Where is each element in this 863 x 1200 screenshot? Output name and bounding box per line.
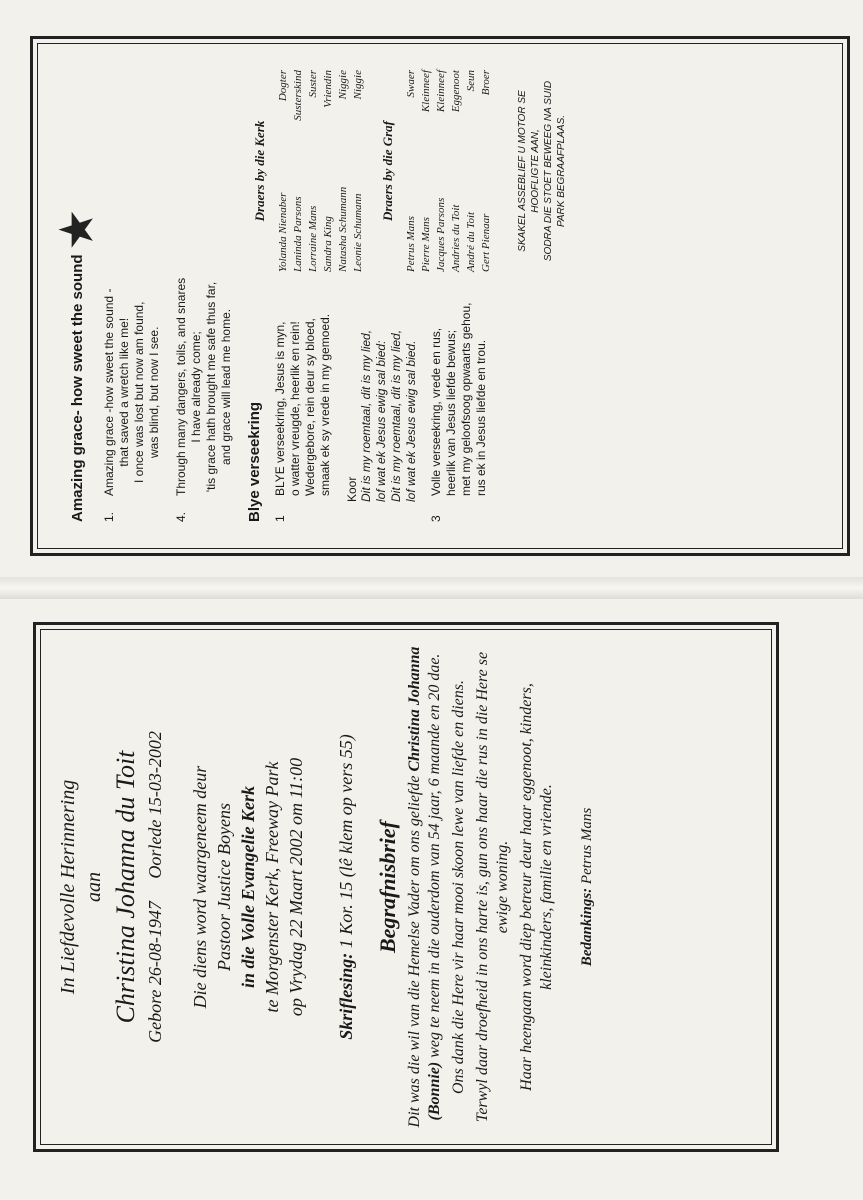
bearer-relation: Suster [307,70,319,98]
hymn1-stanza-1 [102,70,162,522]
chorus [359,292,419,502]
bearer-relation: Dogter [277,70,289,102]
bearer-name: Sandra King [322,216,334,272]
thanks-label: Bedankings: [579,887,595,967]
star-icon: ★ [53,210,100,249]
bearer-name: Laninda Parsons [292,196,304,272]
stanza-number: 3 [429,515,443,522]
bearer-row [404,70,419,272]
bearer-name: Lorraine Mans [307,205,319,272]
scripture-text: 1 Kor. 15 (lê klem op vers 55) [336,734,356,949]
bearer-row [479,70,494,272]
letter-text: weg te neem in die ouderdom van 54 jaar, 6 maande en 20 dae. [426,653,443,1058]
chorus-line: Dit is my roemtaal, dit is my lied, [389,329,403,502]
bearer-row [291,70,306,272]
funeral-letter-title: Begrafnisbrief [375,821,400,953]
bearer-relation: Niggie [337,70,349,100]
chorus-line: lof wat ek Jesus ewig sal bied. [404,340,418,502]
memorial-heading-aan: aan [83,872,105,902]
acknowledgements [579,644,596,1130]
notice-line: SKAKEL ASSEBLIEF U MOTOR SE HOOFLIGTE AAN, [517,90,541,252]
bearer-name: Natasha Schumann [337,186,349,272]
letter-text: Dit was die wil van die Hemelse Vader om ons geliefde [406,775,423,1128]
notice-line: SODRA DIE STOET BEWEEG NA SUID PARK BEGRAAFPLAAS. [543,80,567,262]
bearer-row [306,70,321,272]
funeral-letter [405,644,557,1130]
letter-paragraph-4: Haar heengaan word diep betreur deur haar eggenoot, kinders, kleinkinders, familie en vriende. [518,683,555,1091]
stanza-line: that saved a wretch like me! [117,317,131,467]
bearer-row [464,70,479,272]
stanza-line: Amazing grace -how sweet the sound - [102,288,116,496]
hymn1-title [53,70,100,522]
bearer-relation: Broer [480,70,492,96]
hymns-panel [30,36,850,556]
bearer-name: Yolanda Nienaber [277,192,289,272]
bearer-name: André du Toit [465,211,477,272]
venue: te Morgenster Kerk, Freeway Park [262,761,282,1013]
bearers [246,70,568,272]
church-name: in die Volle Evangelie Kerk [238,786,258,988]
scripture-reading [336,644,357,1130]
hymn2-and-bearers [246,70,568,522]
stanza-line: met my geloofsoog opwaarts gehou, [459,302,473,496]
stanza-line: was blind, but now I see. [147,326,161,458]
service-line: Die diens word waargeneem deur [190,765,210,1009]
bearer-relation: Eggenoot [450,70,462,113]
stanza-line: BLYE verseekring, Jesus is myn, [273,321,287,496]
bearer-relation: Seun [465,70,477,92]
hymn1-stanza-4 [174,70,234,522]
letter-paragraph-2: Ons dank die Here vir haar mooi skoon lewe van liefde en diens. [450,680,467,1094]
hymn2-stanza-3 [429,292,489,522]
bearer-row [419,70,434,272]
bearer-relation: Kleinneef [420,70,432,113]
stanza-line: Wedergebore, rein deur sy bloed, [303,318,317,496]
grave-bearers-heading: Draers by die Graf [380,121,395,222]
stanza-line: I have already come; [189,331,203,443]
deceased-name: Christina Johanna du Toit [111,750,140,1024]
bearer-relation: Vriendin [322,70,334,108]
stanza-line: o watter vreugde, heerlik en rein! [288,321,302,496]
bearer-name: Gert Pienaar [480,213,492,272]
stanza-line: Volle verseekring, vrede en rus, [429,327,443,496]
memorial-panel-content [41,632,771,1142]
chorus-line: lof wat ek Jesus ewig sal bied: [374,340,388,502]
hymn2-stanza-1 [273,292,333,522]
stanza-line: I once was lost but now am found, [132,301,146,483]
chorus-line: Dit is my roemtaal, dit is my lied, [359,329,373,502]
stanza-line: rus ek in Jesus liefde en trou. [474,339,488,496]
hymn2 [246,292,568,522]
chorus-label: Koor [345,476,359,502]
bearer-name: Leonie Schumann [352,193,364,272]
bearer-name: Petrus Mans [405,216,417,272]
letter-name: Christina Johanna (Bonnie) [406,646,443,1121]
letter-paragraph-3: Terwyl daar droefheid in ons harte is, gun ons haar die rus in die Here se ewige woning. [474,651,511,1123]
bearer-relation: Niggie [352,70,364,100]
church-bearers-heading: Draers by die Kerk [252,120,267,222]
letter-paragraph-1 [405,644,445,1130]
bearer-relation: Swaer [405,70,417,98]
bearer-relation: Kleinneef [435,70,447,113]
stanza-line: 'tis grace hath brought me safe thus far, [204,281,218,493]
stanza-number: 1 [273,515,287,522]
bearer-row [449,70,464,272]
bearer-row [434,70,449,272]
stanza-line: heerlik van Jesus liefde bewus; [444,329,458,496]
bearer-row [276,70,291,272]
stanza-number: 4. [174,511,188,522]
bearer-row [321,70,336,272]
hymns-panel-content [40,46,840,546]
hymn2-title: Blye verseekring [246,401,263,522]
bearer-row [351,70,366,272]
service-details [188,644,308,1130]
thanks-name: Petrus Mans [579,807,595,885]
bearer-relation: Susterskind [292,70,304,121]
officiant: Pastoor Justice Boyens [214,803,234,971]
service-datetime: op Vrydag 22 Maart 2002 om 11:00 [286,757,306,1017]
hymn1-title-text: Amazing grace- how sweet the sound [68,254,86,522]
headlights-notice [516,70,568,272]
scripture-label: Skriflesing: [336,952,356,1040]
memorial-heading: In Liefdevolle Herinnering [57,779,79,995]
bearer-name: Jacques Parsons [435,197,447,272]
stanza-number: 1. [102,511,116,522]
stanza-line: smaak ek sy vrede in my gemoed. [318,313,332,496]
bearer-name: Pierre Mans [420,217,432,272]
life-dates: Gebore 26-08-1947 Oorlede 15-03-2002 [145,731,165,1043]
stanza-line: Through many dangers, toils, and snares [174,277,188,496]
bearer-row [336,70,351,272]
paper-fold [0,577,863,599]
stanza-line: and grace will lead me home. [219,308,233,465]
memorial-panel [33,622,779,1152]
bearer-name: Andries du Toit [450,204,462,272]
